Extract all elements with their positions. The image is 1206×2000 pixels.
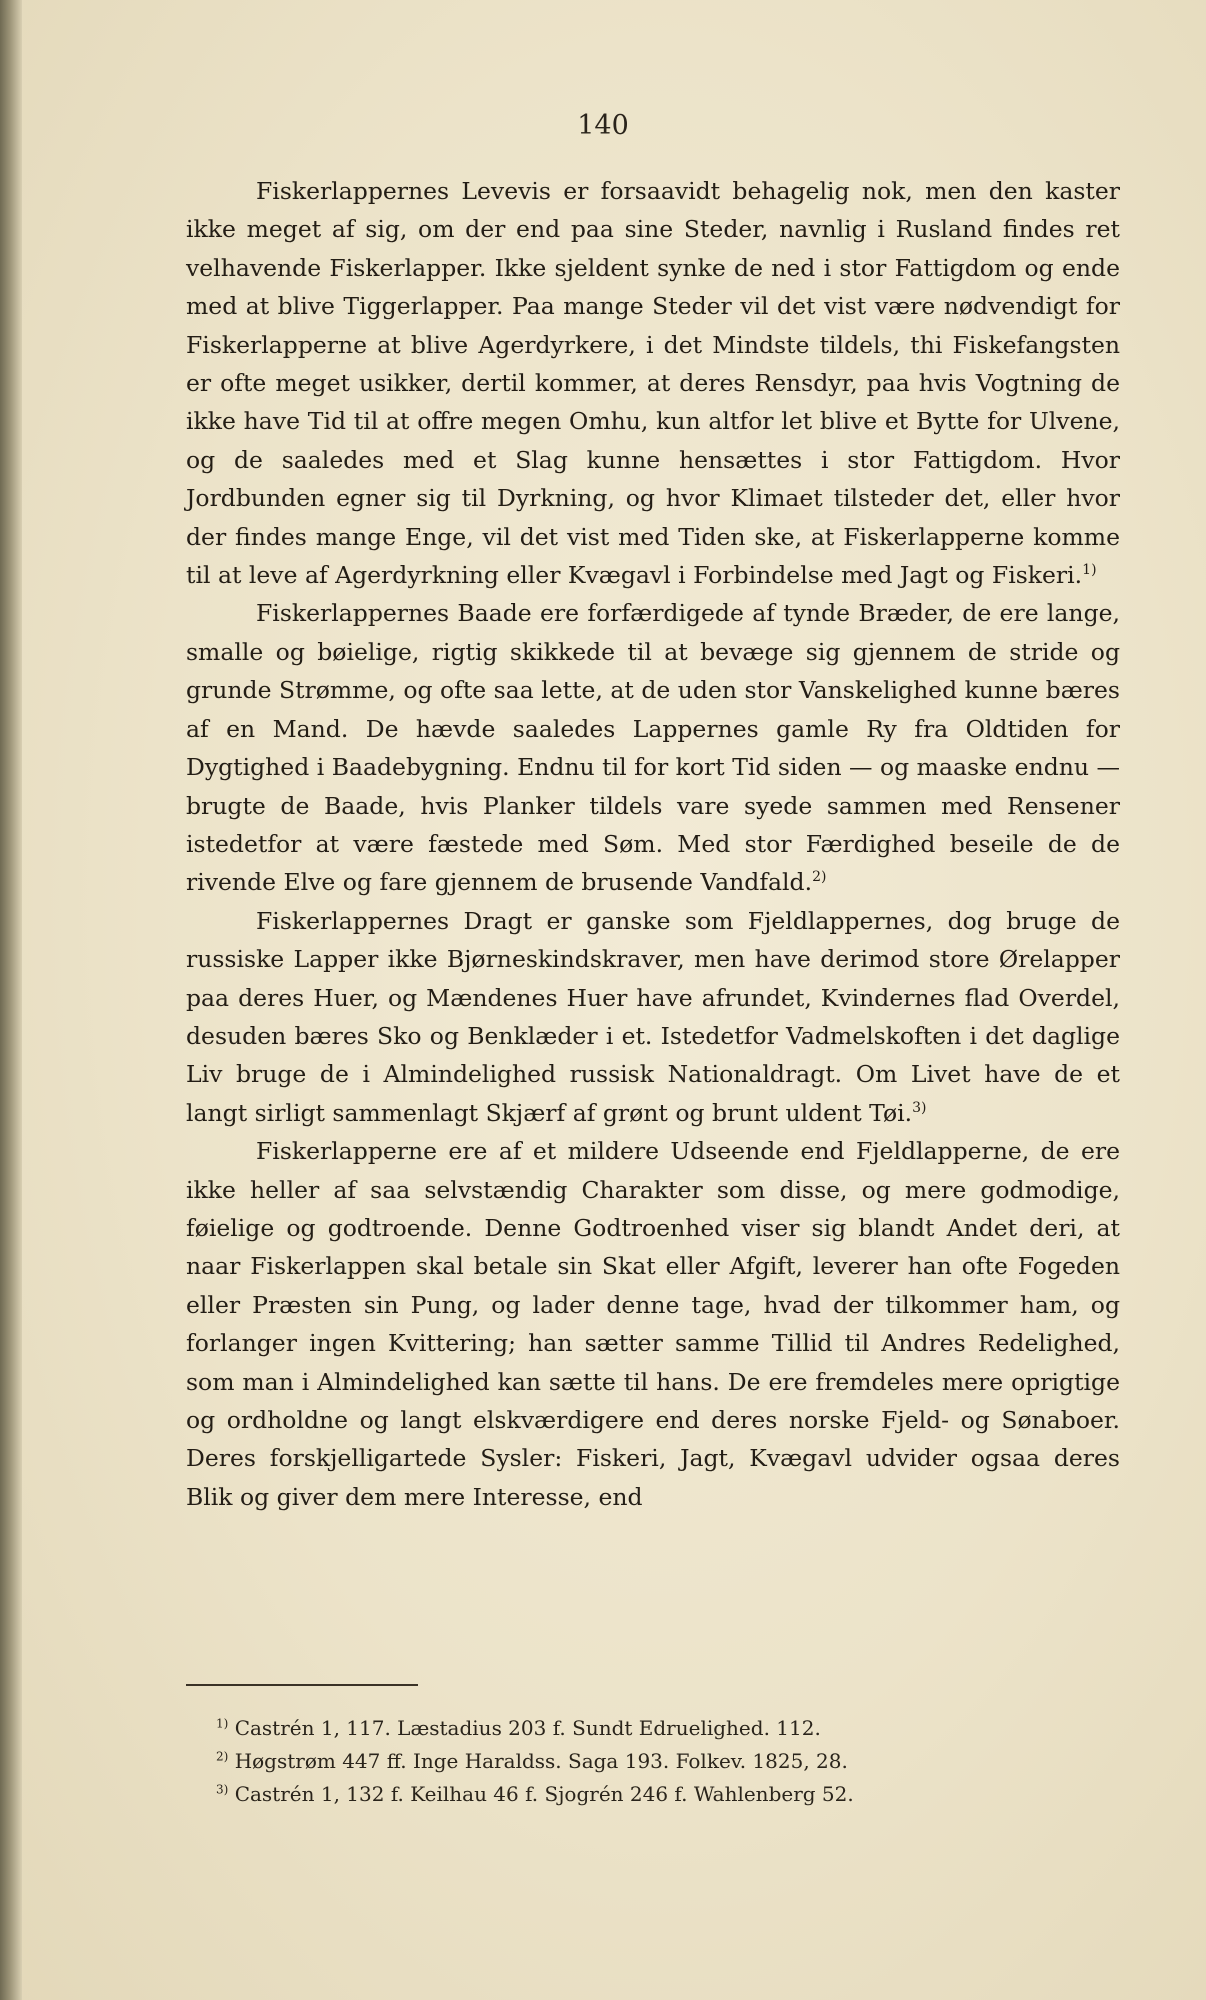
- paragraph: Fiskerlappernes Levevis er forsaavidt behagelig nok, men den kaster ikke meget af sig, om der end paa sine Steder, navnlig i Rusland findes ret velhavende Fiskerlapper. Ikke sjeldent synke de ned i stor Fattigdom og ende med at blive Tiggerlapper. Paa mange Steder vil det vist være nødvendigt for Fiskerlapperne at blive Agerdyrkere, i det Mindste tildels, thi Fiskefangsten er ofte meget usikker, dertil kommer, at deres Rensdyr, paa hvis Vogtning de ikke have Tid til at offre megen Omhu, kun altfor let blive et Bytte for Ulvene, og de saaledes med et Slag kunne hensættes i stor Fattigdom. Hvor Jordbunden egner sig til Dyrkning, og hvor Klimaet tilsteder det, eller hvor der findes mange Enge, vil det vist med Tiden ske, at Fiskerlapperne komme til at leve af Agerdyrkning eller Kvægavl i Forbindelse med Jagt og Fiskeri.$^{1)}$: [186, 177, 1120, 590]
- page-number: 140: [577, 110, 629, 141]
- footnote-mark: 1): [216, 1716, 229, 1731]
- footnote-reference: 1): [1082, 562, 1097, 579]
- paragraph: Fiskerlappernes Dragt er ganske som Fjeldlappernes, dog bruge de russiske Lapper ikke Bjørneskindskraver, men have derimod store Ørelapper paa deres Huer, og Mændenes Huer have afrundet, Kvindernes flad Overdel, desuden bæres Sko og Benklæder i et. Istedetfor Vadmelskoften i det daglige Liv bruge de i Almindelighed russisk Nationaldragt. Om Livet have de et langt sirligt sammenlagt Skjærf af grønt og brunt uldent Tøi.$^{3)}$: [186, 906, 1120, 1127]
- footnotes: [216, 1712, 1116, 1811]
- footnote-text: Høgstrøm 447 ff. Inge Haraldss. Saga 193. Folkev. 1825, 28.: [234, 1749, 848, 1773]
- footnote-divider: [186, 1684, 418, 1686]
- paragraph: Fiskerlappernes Baade ere forfærdigede af tynde Bræder, de ere lange, smalle og bøielige, rigtig skikkede til at bevæge sig gjennem de stride og grunde Strømme, og ofte saa lette, at de uden stor Vanskelighed kunne bæres af en Mand. De hævde saaledes Lappernes gamle Ry fra Oldtiden for Dygtighed i Baadebygning. Endnu til for kort Tid siden — og maaske endnu — brugte de Baade, hvis Planker tildels vare syede sammen med Rensener istedetfor at være fæstede med Søm. Med stor Færdighed beseile de de rivende Elve og fare gjennem de brusende Vandfald.$^{2)}$: [186, 599, 1120, 897]
- footnote-text: Castrén 1, 117. Læstadius 203 f. Sundt Edruelighed. 112.: [234, 1716, 821, 1740]
- footnote-reference: 2): [812, 869, 827, 886]
- footnote-text: Castrén 1, 132 f. Keilhau 46 f. Sjogrén 246 f. Wahlenberg 52.: [234, 1782, 854, 1806]
- footnote-mark: 2): [216, 1749, 229, 1764]
- body-text: [186, 172, 1120, 1516]
- footnote-reference: 3): [912, 1099, 927, 1116]
- page-gutter: [0, 0, 22, 2000]
- footnote: [216, 1778, 1116, 1811]
- footnote: [216, 1745, 1116, 1778]
- paragraph: Fiskerlapperne ere af et mildere Udseende end Fjeldlapperne, de ere ikke heller af saa selvstændig Charakter som disse, og mere godmodige, føielige og godtroende. Denne Godtroenhed viser sig blandt Andet deri, at naar Fiskerlappen skal betale sin Skat eller Afgift, leverer han ofte Fogeden eller Præsten sin Pung, og lader denne tage, hvad der tilkommer ham, og forlanger ingen Kvittering; han sætter samme Tillid til Andres Redelighed, som man i Almindelighed kan sætte til hans. De ere fremdeles mere oprigtige og ordholdne og langt elskværdigere end deres norske Fjeld- og Sønaboer. Deres forskjelligartede Sysler: Fiskeri, Jagt, Kvægavl udvider ogsaa deres Blik og giver dem mere Interesse, end: [186, 1137, 1120, 1511]
- footnote: [216, 1712, 1116, 1745]
- footnote-mark: 3): [216, 1782, 229, 1797]
